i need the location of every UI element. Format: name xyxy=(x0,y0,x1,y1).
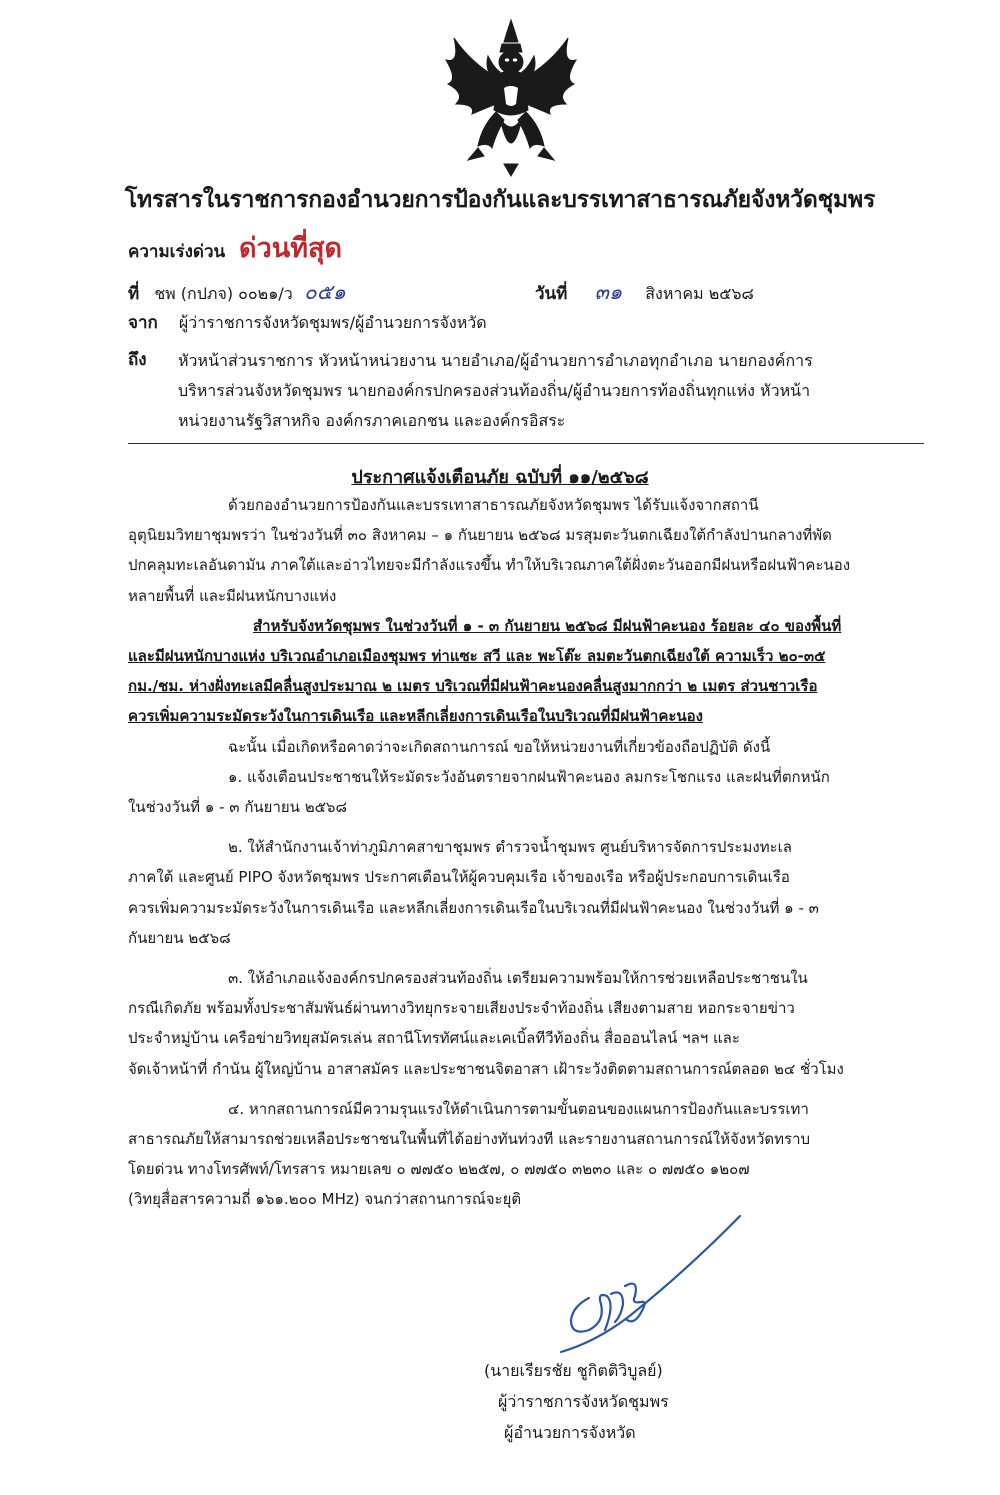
item-3-line: ประจำหมู่บ้าน เครือข่ายวิทยุสมัครเล่น สถานีโทรทัศน์และเคเบิ้ลทีวีท้องถิ่น สื่อออนไลน์ ฯลฯ และ xyxy=(128,1029,740,1048)
paragraph-line: ด้วยกองอำนวยการป้องกันและบรรเทาสาธารณภัยจังหวัดชุมพร ได้รับแจ้งจากสถานี xyxy=(228,496,759,514)
to-label: ถึง xyxy=(128,350,147,370)
paragraph-line: ฉะนั้น เมื่อเกิดหรือคาดว่าจะเกิดสถานการณ์ ขอให้หน่วยงานที่เกี่ยวข้องถือปฏิบัติ ดังนี้ xyxy=(228,737,771,756)
emphasis-line: สำหรับจังหวัดชุมพร ในช่วงวันที่ ๑ - ๓ กันยายน ๒๕๖๘ มีฝนฟ้าคะนอง ร้อยละ ๔๐ ของพื้นที่ xyxy=(253,616,842,635)
paragraph-line: หลายพื้นที่ และมีฝนหนักบางแห่ง xyxy=(128,586,337,605)
reference-number-row xyxy=(128,276,346,309)
item-4-line: สาธารณภัยให้สามารถช่วยเหลือประชาชนในพื้นที่ได้อย่างทันท่วงที และรายงานสถานการณ์ให้จังหวัดทราบ xyxy=(128,1130,811,1149)
paragraph-line: ปกคลุมทะเลอันดามัน ภาคใต้และอ่าวไทยจะมีกำลังแรงขึ้น ทำให้บริเวณภาคใต้ฝั่งตะวันออกมีฝนหรือฝนฟ้าคะนอง xyxy=(128,556,851,575)
date-row xyxy=(535,276,754,309)
ref-handwritten-number: ๐๕๑ xyxy=(303,280,346,304)
announcement-heading: ประกาศแจ้งเตือนภัย ฉบับที่ ๑๑/๒๕๖๘ xyxy=(351,467,649,488)
date-month-year: สิงหาคม ๒๕๖๘ xyxy=(645,284,754,303)
signatory-position: ผู้ว่าราชการจังหวัดชุมพร xyxy=(498,1392,669,1411)
signatory-role: ผู้อำนวยการจังหวัด xyxy=(504,1423,636,1442)
urgency-line xyxy=(128,226,342,269)
to-line: หน่วยงานรัฐวิสาหกิจ องค์กรภาคเอกชน และองค์กรอิสระ xyxy=(178,411,566,430)
announcement-body xyxy=(128,490,924,1215)
ref-label: ที่ xyxy=(128,284,140,304)
to-line: หัวหน้าส่วนราชการ หัวหน้าหน่วยงาน นายอำเภอ/ผู้อำนวยการอำเภอทุกอำเภอ นายกองค์การ xyxy=(178,351,813,370)
to-row xyxy=(128,346,813,430)
item-3-line: ๓. ให้อำเภอแจ้งองค์กรปกครองส่วนท้องถิ่น เตรียมความพร้อมให้การช่วยเหลือประชาชนใน xyxy=(228,969,808,988)
item-2-line: ควรเพิ่มความระมัดระวังในการเดินเรือ และหลีกเลี่ยงการเดินเรือในบริเวณที่มีฝนฟ้าคะนอง ในช่วงวันที่ ๑ - ๓ xyxy=(128,898,819,917)
item-1-line: ในช่วงวันที่ ๑ - ๓ กันยายน ๒๕๖๘ xyxy=(128,798,348,817)
signatory-name: (นายเรียรชัย ชูกิตติวิบูลย์) xyxy=(484,1361,663,1380)
from-row xyxy=(128,309,487,336)
header-divider xyxy=(128,443,924,444)
to-recipients xyxy=(178,346,924,436)
item-4-line: ๔. หากสถานการณ์มีความรุนแรงให้ดำเนินการตามขั้นตอนของแผนการป้องกันและบรรเทา xyxy=(228,1099,809,1118)
handwritten-signature-icon xyxy=(535,1212,750,1362)
item-4-line: (วิทยุสื่อสารความถี่ ๑๖๑.๒๐๐ MHz) จนกว่าสถานการณ์จะยุติ xyxy=(128,1190,522,1209)
item-2-line: กันยายน ๒๕๖๘ xyxy=(128,928,231,947)
item-2-line: ภาคใต้ และศูนย์ PIPO จังหวัดชุมพร ประกาศเตือนให้ผู้ควบคุมเรือ เจ้าของเรือ หรือผู้ประกอบการเดินเรือ xyxy=(128,868,790,887)
document-title: โทรสารในราชการกองอำนวยการป้องกันและบรรเทาสาธารณภัยจังหวัดชุมพร xyxy=(124,187,876,213)
item-2-line: ๒. ให้สำนักงานเจ้าท่าภูมิภาคสาขาชุมพร ตำรวจน้ำชุมพร ศูนย์บริหารจัดการประมงทะเล xyxy=(228,838,792,857)
emphasis-line: กม./ชม. ห่างฝั่งทะเลมีคลื่นสูงประมาณ ๒ เมตร บริเวณที่มีฝนฟ้าคะนองคลื่นสูงมากกว่า ๒ เมตร ส่วนชาวเรือ xyxy=(128,677,818,696)
emphasis-line: ควรเพิ่มความระมัดระวังในการเดินเรือ และหลีกเลี่ยงการเดินเรือในบริเวณที่มีฝนฟ้าคะนอง xyxy=(128,707,704,726)
item-1-line: ๑. แจ้งเตือนประชาชนให้ระมัดระวังอันตรายจากฝนฟ้าคะนอง ลมกระโชกแรง และฝนที่ตกหนัก xyxy=(228,767,830,786)
item-4-line: โดยด่วน ทางโทรศัพท์/โทรสาร หมายเลข ๐ ๗๗๕๐ ๒๒๕๗, ๐ ๗๗๕๐ ๓๒๓๐ และ ๐ ๗๗๕๐ ๑๒๐๗ xyxy=(128,1160,750,1179)
garuda-emblem-icon xyxy=(438,18,584,178)
to-line: บริหารส่วนจังหวัดชุมพร นายกองค์กรปกครองส่วนท้องถิ่น/ผู้อำนวยการท้องถิ่นทุกแห่ง หัวหน้า xyxy=(178,381,811,400)
date-label: วันที่ xyxy=(535,284,568,304)
paragraph-line: อุตุนิยมวิทยาชุมพรว่า ในช่วงวันที่ ๓๐ สิงหาคม – ๑ กันยายน ๒๕๖๘ มรสุมตะวันตกเฉียงใต้กำลังปานกลางที่พัด xyxy=(128,526,832,545)
signature-block xyxy=(484,1355,669,1448)
date-handwritten-day: ๓๑ xyxy=(594,280,623,304)
from-value: ผู้ว่าราชการจังหวัดชุมพร/ผู้อำนวยการจังหวัด xyxy=(178,313,487,332)
urgency-value: ด่วนที่สุด xyxy=(239,233,343,264)
ref-prefix: ชพ (กปภจ) ๐๐๒๑/ว xyxy=(154,284,293,303)
item-3-line: จัดเจ้าหน้าที่ กำนัน ผู้ใหญ่บ้าน อาสาสมัคร และประชาชนจิตอาสา เฝ้าระวังติดตามสถานการณ์ตลอด ๒๔ ชั่วโมง xyxy=(128,1059,844,1078)
emphasis-line: และมีฝนหนักบางแห่ง บริเวณอำเภอเมืองชุมพร ท่าแซะ สวี และ พะโต๊ะ ลมตะวันตกเฉียงใต้ ความเร็ว ๒๐-๓๕ xyxy=(128,647,826,666)
urgency-label: ความเร่งด่วน xyxy=(128,242,226,262)
from-label: จาก xyxy=(128,313,158,333)
item-3-line: กรณีเกิดภัย พร้อมทั้งประชาสัมพันธ์ผ่านทางวิทยุกระจายเสียงประจำท้องถิ่น เสียงตามสาย หอกระจายข่าว xyxy=(128,999,795,1018)
